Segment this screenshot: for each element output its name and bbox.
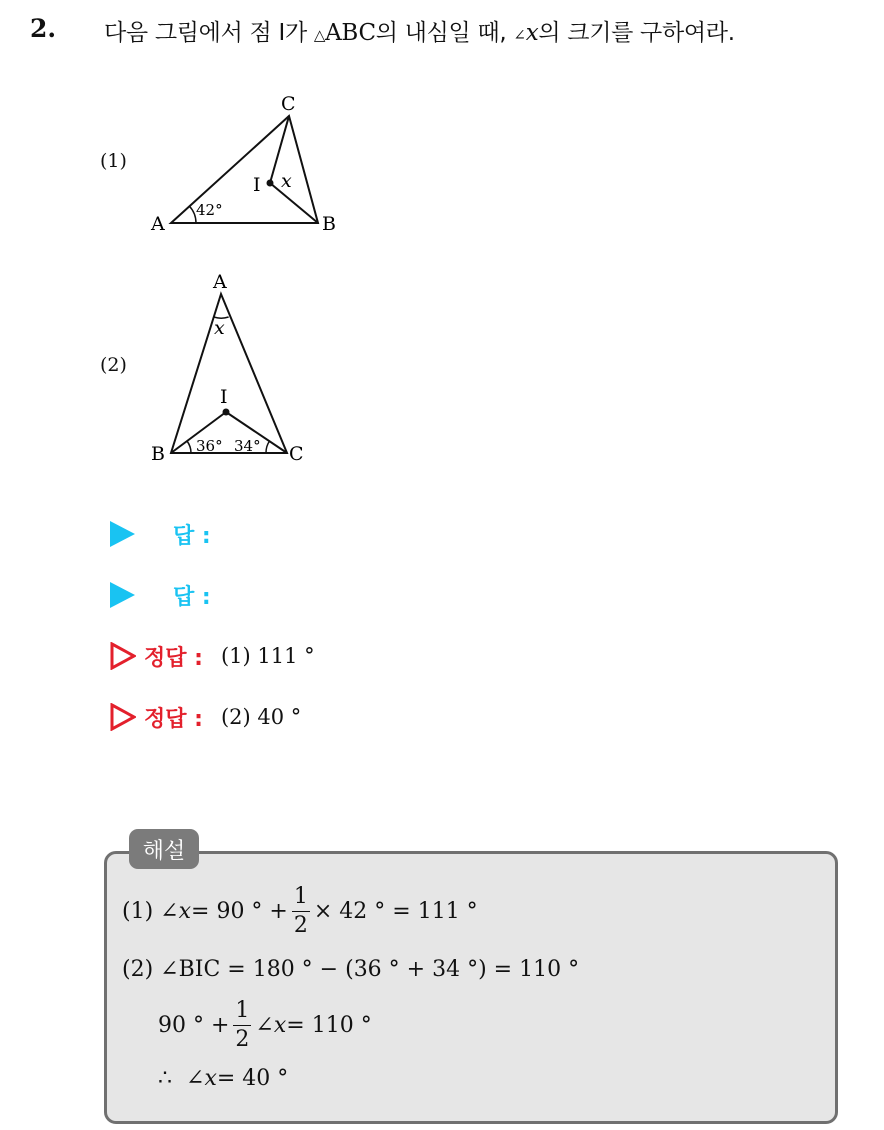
figure-2-triangle [171,294,287,453]
figure-1-vertex-b: B [322,213,336,235]
correct-answer-2-value: (2) 40 ° [220,705,302,729]
figure-1-vertex-c: C [281,93,296,115]
explanation-line-3-fraction [233,1000,251,1051]
figure-1-label: (1) [100,150,127,172]
explanation-line-3-numerator: 1 [233,1000,251,1026]
explanation-line-3-angle: ∠ [255,1013,274,1038]
figure-2-angle-b-value: 36° [196,437,223,455]
explanation-line-4-var: x [204,1066,217,1091]
explanation-line-1-denominator: 2 [293,913,308,938]
triangle-name: ABC [325,20,376,46]
explanation-line-1-numerator: 1 [292,886,310,912]
figure-2-angle-b-arc [187,441,191,453]
figure-1-vertex-a: A [151,213,165,235]
figure-1-angle-a-value: 42° [196,201,223,219]
answer-1-label: 답 : [173,523,211,549]
explanation-line-1 [122,886,478,937]
question-number: 2. [30,14,57,43]
explanation-tag: 해설 [129,829,199,869]
explanation-line-1-mid: = 90 ° + [191,899,288,924]
explanation-line-2: (2) ∠BIC = 180 ° − (36 ° + 34 °) = 110 ° [122,957,580,982]
question-text-part-3: 의 크기를 구하여라. [538,20,735,46]
answer-2-label: 답 : [173,584,211,610]
explanation-line-3 [158,1000,372,1051]
figure-1-diagram [171,116,318,223]
question-text-part-1: 다음 그림에서 점 I가 [104,20,314,46]
explanation-line-3-var: x [273,1013,287,1038]
figure-1-segment-ib [270,183,318,223]
figure-2-angle-c-value: 34° [234,437,261,455]
figure-2-vertex-b: B [151,443,165,465]
explanation-line-4-end: = 40 ° [216,1066,289,1091]
correct-answer-row-1 [110,639,315,673]
answer-row-2 [110,578,211,612]
explanation-line-1-fraction [292,886,310,937]
angle-symbol: ∠ [513,26,526,44]
correct-answer-2-label: 정답 : [144,706,203,732]
figure-2-vertex-a: A [213,271,227,293]
answer-1-arrow-icon [110,521,135,547]
triangle-symbol: △ [313,26,326,44]
figure-2-diagram [171,294,287,453]
explanation-line-3-start: 90 ° + [158,1013,230,1038]
angle-variable: x [525,20,539,46]
correct-answer-row-2 [110,700,301,734]
figure-1-incenter-dot [267,180,274,187]
figure-2-label: (2) [100,354,127,376]
question-text-part-2: 의 내심일 때, [375,20,514,46]
explanation-line-4-angle: ∠ [186,1066,205,1091]
explanation-line-1-end: × 42 ° = 111 ° [313,899,478,924]
correct-answer-1-value: (1) 111 ° [220,644,315,668]
figure-1-incenter-label: I [253,174,261,196]
figure-1-triangle [171,116,318,223]
triangle-figures [0,0,884,480]
figure-2-angle-x: x [214,317,225,339]
explanation-line-4-therefore: ∴ [158,1066,172,1091]
figure-2-angle-c-arc [266,441,270,453]
figure-2-incenter-dot [223,409,230,416]
correct-answer-1-arrow-icon [110,642,136,670]
figure-2-incenter-label: I [220,386,228,408]
correct-answer-1-label: 정답 : [144,645,203,671]
answer-row-1 [110,517,211,551]
answer-2-arrow-icon [110,582,135,608]
figure-2-vertex-c: C [289,443,304,465]
explanation-line-1-prefix: (1) ∠ [122,899,179,924]
figure-1-angle-x: x [281,170,292,192]
explanation-line-1-var: x [178,899,192,924]
explanation-line-4 [158,1066,288,1091]
correct-answer-2-arrow-icon [110,703,136,731]
explanation-line-3-end: = 110 ° [286,1013,372,1038]
explanation-line-3-denominator: 2 [235,1027,250,1052]
